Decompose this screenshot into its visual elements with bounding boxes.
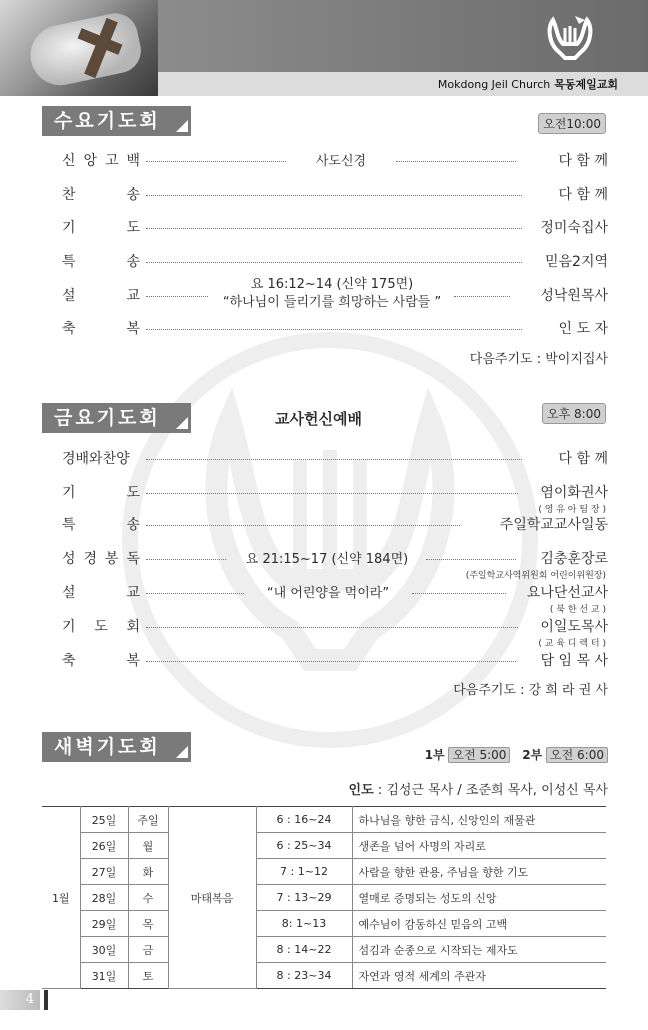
sermon-passage: 요 16:12~14 (신약 175면) (250, 277, 414, 292)
wednesday-row-sermon (62, 277, 608, 310)
passage-cell: 7 : 13~29 (256, 885, 352, 911)
friday-time-badge: 오후 8:00 (542, 403, 606, 424)
table-row (42, 911, 606, 937)
row-middle: “내 어린양을 먹이라” (266, 586, 390, 601)
table-row (42, 885, 606, 911)
date-cell: 26일 (80, 833, 128, 859)
row-value: 담 임 목 사 (540, 653, 608, 669)
friday-row-prayer-meeting-sub: ( 교 육 디 렉 터 ) (538, 639, 606, 649)
table-row (42, 963, 606, 989)
row-label: 설 교 (62, 585, 140, 601)
row-value: 요나단선교사 (526, 585, 608, 601)
date-cell: 28일 (80, 885, 128, 911)
row-label: 설 교 (62, 288, 140, 304)
row-middle: 사도신경 (315, 154, 367, 169)
row-label: 신 앙 고 백 (62, 153, 140, 169)
dawn-schedule-table (42, 806, 606, 989)
title-cell: 하나님을 향한 금식, 신앙인의 재물관 (352, 807, 606, 833)
friday-row-prayer-meeting (62, 616, 608, 638)
church-name-ko: 목동제일교회 (554, 78, 618, 91)
table-row (42, 937, 606, 963)
date-cell: 27일 (80, 859, 128, 885)
row-label: 특 송 (62, 517, 140, 533)
dawn-times (425, 746, 608, 763)
friday-row-worship (62, 448, 608, 470)
row-label: 축 복 (62, 653, 140, 669)
row-value: 다 함 께 (558, 451, 608, 467)
wednesday-row-prayer (62, 217, 608, 239)
wednesday-title: 수요기도회 (42, 106, 173, 136)
title-cell: 예수님이 감동하신 믿음의 고백 (352, 911, 606, 937)
friday-row-scripture (62, 548, 608, 570)
row-value: 성낙원목사 (540, 288, 608, 304)
day-cell: 화 (128, 859, 168, 885)
table-row (42, 859, 606, 885)
friday-next-prayer: 다음주기도 : 강 희 라 권 사 (453, 683, 608, 698)
dawn-leader-label: 인도 (348, 783, 374, 798)
row-label: 경배와찬양 (62, 451, 130, 467)
row-value: 믿음2지역 (544, 254, 608, 270)
friday-row-special-song (62, 514, 608, 536)
title-cell: 자연과 영적 세계의 주관자 (352, 963, 606, 989)
row-label: 기 도 (62, 485, 140, 501)
title-cell: 생존을 넘어 사명의 자리로 (352, 833, 606, 859)
dawn-title: 새벽기도회 (42, 732, 173, 762)
row-value: 인 도 자 (558, 321, 608, 337)
day-cell: 토 (128, 963, 168, 989)
dawn-part2-label: 2부 (522, 748, 543, 762)
passage-cell: 6 : 25~34 (256, 833, 352, 859)
wednesday-row-confession (62, 150, 608, 172)
date-cell: 25일 (80, 807, 128, 833)
row-value: 다 함 께 (558, 187, 608, 203)
title-cell: 사람을 향한 관용, 주님을 향한 기도 (352, 859, 606, 885)
friday-row-scripture-sub: (주일학교사역위원회 어린이위원장) (465, 571, 606, 581)
friday-row-benediction (62, 650, 608, 672)
dawn-part1-time: 오전 5:00 (448, 747, 510, 763)
date-cell: 31일 (80, 963, 128, 989)
row-value: 염이화권사 (540, 485, 608, 501)
table-row (42, 833, 606, 859)
date-cell: 30일 (80, 937, 128, 963)
wednesday-row-hymn (62, 184, 608, 206)
row-label: 찬 송 (62, 187, 140, 203)
month-cell: 1월 (42, 807, 80, 989)
passage-cell: 8 : 14~22 (256, 937, 352, 963)
passage-cell: 8: 1~13 (256, 911, 352, 937)
row-label: 특 송 (62, 254, 140, 270)
book-cell: 마태복음 (168, 807, 256, 989)
page-number: 4 (0, 990, 40, 1010)
friday-row-prayer (62, 482, 608, 504)
header-photo (0, 0, 158, 96)
row-label: 성 경 봉 독 (62, 551, 140, 567)
friday-row-sermon-sub: ( 북 한 선 교 ) (549, 605, 606, 615)
page-number-bar (44, 990, 48, 1010)
dawn-leader (349, 779, 608, 798)
dawn-leader-names: : 김성근 목사 / 조준희 목사, 이성신 목사 (373, 783, 608, 798)
wednesday-row-special-song (62, 251, 608, 273)
day-cell: 주일 (128, 807, 168, 833)
dawn-part2-time: 오전 6:00 (546, 747, 608, 763)
row-value: 다 함 께 (558, 153, 608, 169)
row-value: 정미숙집사 (540, 220, 608, 236)
day-cell: 금 (128, 937, 168, 963)
title-cell: 섬김과 순종으로 시작되는 제자도 (352, 937, 606, 963)
row-label: 기 도 회 (62, 619, 140, 635)
row-value: 주일학교교사일동 (499, 517, 608, 533)
table-row (42, 807, 606, 833)
passage-cell: 8 : 23~34 (256, 963, 352, 989)
friday-special-service: 교사헌신예배 (275, 410, 362, 428)
title-cell: 열매로 증명되는 성도의 신앙 (352, 885, 606, 911)
date-cell: 29일 (80, 911, 128, 937)
row-value: 김충훈장로 (540, 551, 608, 567)
friday-row-prayer-sub: ( 영 유 아 팀 장 ) (538, 505, 606, 515)
friday-title: 금요기도회 (42, 403, 173, 433)
day-cell: 수 (128, 885, 168, 911)
row-value: 이일도목사 (540, 619, 608, 635)
row-label: 기 도 (62, 220, 140, 236)
lyre-logo-icon (545, 14, 595, 68)
church-name-en: Mokdong Jeil Church (437, 78, 551, 91)
wednesday-row-benediction (62, 318, 608, 340)
row-label: 축 복 (62, 321, 140, 337)
friday-row-sermon (62, 582, 608, 604)
passage-cell: 7 : 1~12 (256, 859, 352, 885)
wednesday-time-badge: 오전10:00 (538, 113, 606, 134)
church-name (438, 76, 618, 92)
passage-cell: 6 : 16~24 (256, 807, 352, 833)
dawn-part1-label: 1부 (424, 748, 445, 762)
sermon-title: “하나님이 들리기를 희망하는 사람들 ” (222, 295, 442, 310)
day-cell: 월 (128, 833, 168, 859)
wednesday-next-prayer: 다음주기도 : 박이지집사 (469, 352, 608, 367)
row-middle: 요 21:15~17 (신약 184면) (245, 552, 409, 567)
day-cell: 목 (128, 911, 168, 937)
